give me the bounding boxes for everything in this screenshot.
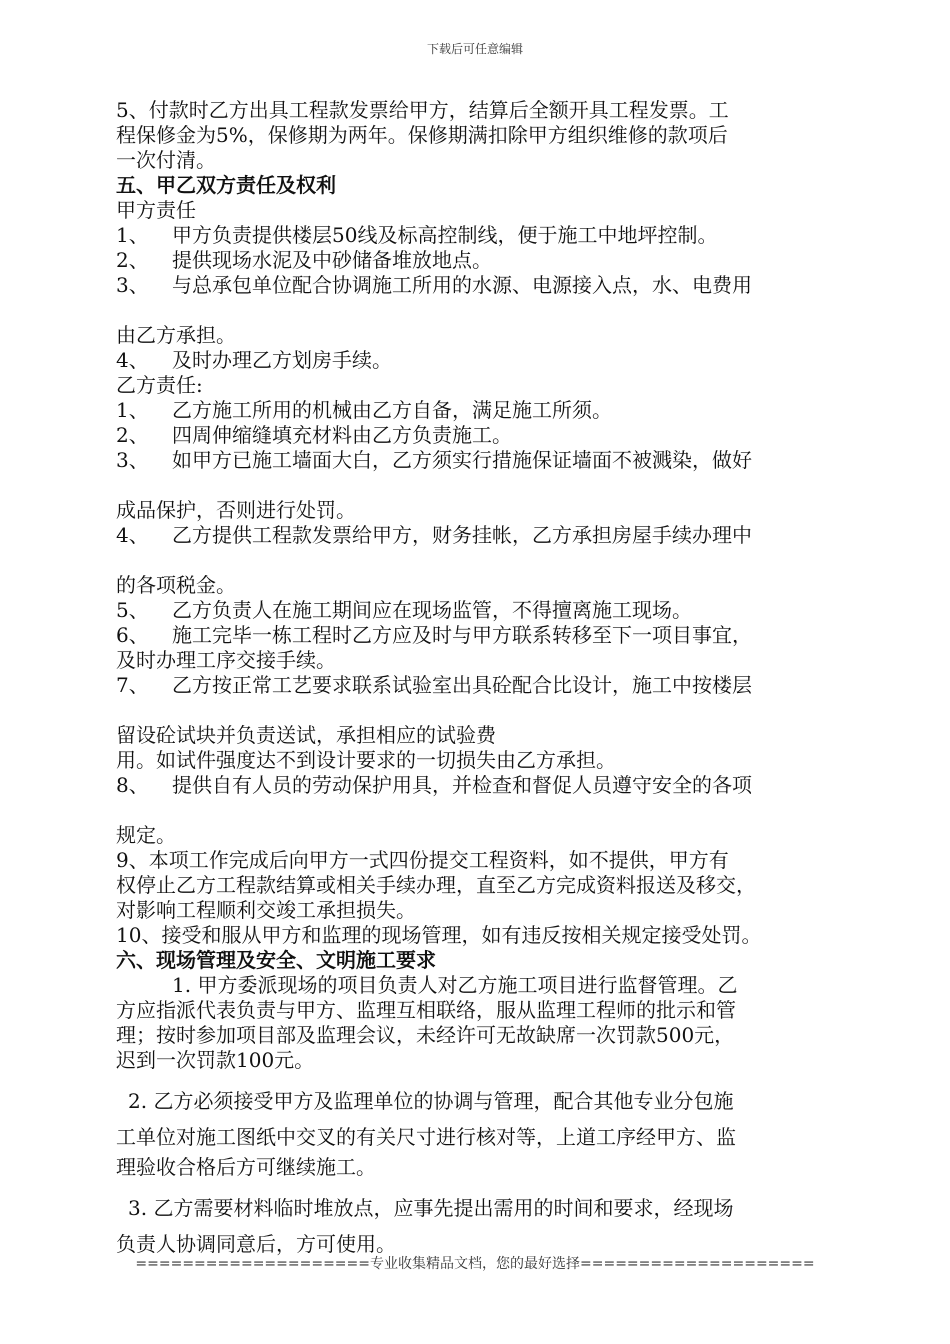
page-footer: ====================专业收集精品文档，您的最好选择==================== xyxy=(135,1256,815,1272)
list-item xyxy=(116,223,868,248)
section-heading: 六、现场管理及安全、文明施工要求 xyxy=(116,948,436,972)
paragraph-line: 1. 甲方委派现场的项目负责人对乙方施工项目进行监督管理。乙 xyxy=(172,973,738,997)
paragraph-line: 9、本项工作完成后向甲方一式四份提交工程资料，如不提供，甲方有 xyxy=(116,848,729,872)
list-item xyxy=(116,273,868,323)
subsection-title: 乙方责任: xyxy=(116,373,203,397)
paragraph-line: 5、付款时乙方出具工程款发票给甲方，结算后全额开具工程发票。工 xyxy=(116,98,729,122)
list-item xyxy=(116,348,868,373)
paragraph-line: 的各项税金。 xyxy=(116,573,236,597)
list-number: 3、 xyxy=(116,273,149,297)
list-text: 乙方施工所用的机械由乙方自备，满足施工所须。 xyxy=(172,398,612,422)
list-number: 5、 xyxy=(116,598,149,622)
list-number: 7、 xyxy=(116,673,149,697)
list-number: 2、 xyxy=(116,248,149,272)
list-text: 与总承包单位配合协调施工所用的水源、电源接入点，水、电费用 xyxy=(172,273,752,297)
list-item xyxy=(116,598,868,623)
list-item xyxy=(116,623,868,648)
paragraph-line: 成品保护，否则进行处罚。 xyxy=(116,498,356,522)
paragraph-line: 3. 乙方需要材料临时堆放点，应事先提出需用的时间和要求，经现场 xyxy=(128,1196,734,1220)
list-text: 乙方负责人在施工期间应在现场监管，不得擅离施工现场。 xyxy=(172,598,692,622)
section-heading: 五、甲乙双方责任及权利 xyxy=(116,173,336,197)
paragraph-line: 10、接受和服从甲方和监理的现场管理，如有违反按相关规定接受处罚。 xyxy=(116,923,762,947)
list-item xyxy=(116,423,868,448)
list-number: 4、 xyxy=(116,523,149,547)
paragraph-line: 权停止乙方工程款结算或相关手续办理，直至乙方完成资料报送及移交， xyxy=(116,873,756,897)
paragraph-line: 方应指派代表负责与甲方、监理互相联络，服从监理工程师的批示和管 xyxy=(116,998,736,1022)
paragraph-line: 理；按时参加项目部及监理会议，未经许可无故缺席一次罚款500元， xyxy=(116,1023,735,1047)
list-text: 施工完毕一栋工程时乙方应及时与甲方联系转移至下一项目事宜， xyxy=(172,623,752,647)
list-item xyxy=(116,523,868,573)
list-number: 3、 xyxy=(116,448,149,472)
paragraph-line: 用。如试件强度达不到设计要求的一切损失由乙方承担。 xyxy=(116,748,616,772)
list-text: 提供现场水泥及中砂储备堆放地点。 xyxy=(172,248,492,272)
list-number: 1、 xyxy=(116,223,149,247)
list-text: 如甲方已施工墙面大白，乙方须实行措施保证墙面不被溅染，做好 xyxy=(172,448,752,472)
list-item xyxy=(116,248,868,273)
paragraph-line: 工单位对施工图纸中交叉的有关尺寸进行核对等，上道工序经甲方、监 xyxy=(116,1125,736,1149)
paragraph-line: 规定。 xyxy=(116,823,176,847)
list-number: 1、 xyxy=(116,398,149,422)
document-body xyxy=(116,98,868,1262)
paragraph-line: 程保修金为5%，保修期为两年。保修期满扣除甲方组织维修的款项后 xyxy=(116,123,728,147)
list-text: 提供自有人员的劳动保护用具，并检查和督促人员遵守安全的各项 xyxy=(172,773,752,797)
list-text: 四周伸缩缝填充材料由乙方负责施工。 xyxy=(172,423,512,447)
list-number: 6、 xyxy=(116,623,149,647)
list-item xyxy=(116,673,868,723)
list-text: 及时办理乙方划房手续。 xyxy=(172,348,392,372)
paragraph-line: 一次付清。 xyxy=(116,148,216,172)
list-item xyxy=(116,773,868,823)
paragraph-line: 2. 乙方必须接受甲方及监理单位的协调与管理，配合其他专业分包施 xyxy=(128,1089,734,1113)
list-number: 2、 xyxy=(116,423,149,447)
list-number: 8、 xyxy=(116,773,149,797)
paragraph-line: 由乙方承担。 xyxy=(116,323,236,347)
list-text: 乙方提供工程款发票给甲方，财务挂帐，乙方承担房屋手续办理中 xyxy=(172,523,752,547)
list-text: 乙方按正常工艺要求联系试验室出具砼配合比设计，施工中按楼层 xyxy=(172,673,752,697)
list-number: 4、 xyxy=(116,348,149,372)
paragraph-line: 理验收合格后方可继续施工。 xyxy=(116,1155,376,1179)
paragraph-line: 及时办理工序交接手续。 xyxy=(116,648,336,672)
list-item xyxy=(116,398,868,423)
paragraph-line: 负责人协调同意后，方可使用。 xyxy=(116,1232,396,1256)
paragraph-line: 对影响工程顺利交竣工承担损失。 xyxy=(116,898,416,922)
page-header: 下载后可任意编辑 xyxy=(426,42,523,56)
list-text: 甲方负责提供楼层50线及标高控制线，便于施工中地坪控制。 xyxy=(172,223,718,247)
subsection-title: 甲方责任 xyxy=(116,198,196,222)
list-item xyxy=(116,448,868,498)
paragraph-line: 迟到一次罚款100元。 xyxy=(116,1048,315,1072)
paragraph-line: 留设砼试块并负责送试，承担相应的试验费 xyxy=(116,723,496,747)
